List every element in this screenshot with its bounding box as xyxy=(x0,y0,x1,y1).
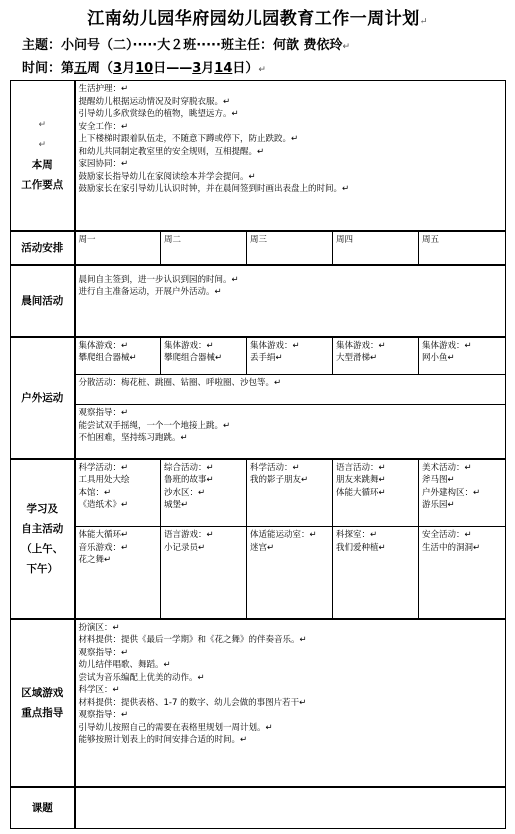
theme-label: 主题：小问号（二） xyxy=(22,38,133,53)
theme-line: 主题：小问号（二）·····大２班·····班主任：何歆 费依玲↵ xyxy=(22,38,351,53)
outdoor-row-label: 户外运动 xyxy=(11,337,75,459)
learning-am-cell: 综合活动：↵ 鲁班的故事↵ 沙水区：↵ 城堡↵ xyxy=(161,459,247,527)
learning-am-row xyxy=(11,459,506,527)
day-tuesday: 周二 xyxy=(161,231,247,265)
day-wednesday: 周三 xyxy=(247,231,333,265)
learning-am-cell: 科学活动：↵ 工具用处大绘 本馆：↵ 《造纸术》↵ xyxy=(75,459,161,527)
morning-content: 晨间自主签到，进一步认识到园的时间。↵ 进行自主准备运动，开展户外活动。↵ xyxy=(75,265,506,337)
morning-row xyxy=(11,265,506,337)
outdoor-game-cell: 集体游戏：↵ 丢手绢↵ xyxy=(247,337,333,375)
area-content: 扮演区：↵ 材料提供：提供《最后一学期》和《花之舞》的伴奏音乐。↵ 观察指导：↵ 幼儿结伴唱歌、舞蹈。↵ 尝试为音乐编配上优美的动作。↵ 科学区：↵ 材料提供：提供表格、1-7 的数字、幼儿会做的事图片若干↵ 观察指导：↵ 引导幼儿按照自己的需要在表格里规划一周计划。↵ 能够按照计划表上的时间安排合适的时间。↵ xyxy=(75,619,506,787)
topic-row-label: 课题 xyxy=(11,787,75,829)
learning-pm-cell: 体适能运动室：↵ 迷宫↵ xyxy=(247,527,333,619)
outdoor-game-cell: 集体游戏：↵ 网小鱼↵ xyxy=(419,337,506,375)
weekly-plan-table xyxy=(10,80,506,829)
day-monday: 周一 xyxy=(75,231,161,265)
topic-row xyxy=(11,787,506,829)
teacher-label: 班主任：何歆 费依玲 xyxy=(220,38,343,53)
learning-am-cell: 科学活动：↵ 我的影子朋友↵ xyxy=(247,459,333,527)
outdoor-game-cell: 集体游戏：↵ 攀爬组合器械↵ xyxy=(161,337,247,375)
outdoor-game-cell: 集体游戏：↵ 攀爬组合器械↵ xyxy=(75,337,161,375)
area-row-label: 区域游戏 重点指导 xyxy=(11,619,75,787)
learning-pm-row xyxy=(11,527,506,619)
outdoor-scattered-row xyxy=(11,375,506,405)
learning-am-cell: 美术活动：↵ 斧马图↵ 户外建构区：↵ 游乐园↵ xyxy=(419,459,506,527)
learning-row-label: 学习及 自主活动 （上午、 下午） xyxy=(11,459,75,619)
area-row xyxy=(11,619,506,787)
outdoor-games-row xyxy=(11,337,506,375)
day-friday: 周五 xyxy=(419,231,506,265)
class-label: 大２班 xyxy=(157,38,197,53)
schedule-row xyxy=(11,231,506,265)
learning-am-cell: 语言活动：↵ 朋友来跳舞↵ 体能大循环↵ xyxy=(333,459,419,527)
schedule-row-label: 活动安排 xyxy=(11,231,75,265)
outdoor-observe: 观察指导：↵ 能尝试双手摇绳，一个一个地接上跳。↵ 不怕困难，坚持练习跑跳。↵ xyxy=(75,405,506,459)
outdoor-scattered: 分散活动：梅花桩、跳圈、钻圈、呼啦圈、沙包等。↵ xyxy=(75,375,506,405)
week-number: 五 xyxy=(74,61,88,76)
day-thursday: 周四 xyxy=(333,231,419,265)
outdoor-game-cell: 集体游戏：↵ 大型滑梯↵ xyxy=(333,337,419,375)
focus-row-label: ↵ ↵ 本周 工作要点 xyxy=(11,81,75,231)
page-title: 江南幼儿园华府园幼儿园教育工作一周计划↵ xyxy=(87,9,428,29)
topic-content xyxy=(75,787,506,829)
time-line: 时间：第五周（3月10日——3月14日）↵ xyxy=(22,61,266,76)
learning-pm-cell: 体能大循环↵ 音乐游戏：↵ 花之舞↵ xyxy=(75,527,161,619)
focus-row xyxy=(11,81,506,231)
morning-row-label: 晨间活动 xyxy=(11,265,75,337)
focus-content: 生活护理：↵ 提醒幼儿根据运动情况及时穿脱衣服。↵ 引导幼儿多欣赏绿色的植物，眺望远方。↵ 安全工作：↵ 上下楼梯时跟着队伍走，不随意下蹲或停下，防止跌跤。↵ 和幼儿共同制定教室里的安全规则，互相提醒。↵ 家园协同：↵ 鼓励家长指导幼儿在家阅读绘本并学会提问。↵ 鼓励家长在家引导幼儿认识时钟，并在晨间签到时画出表盘上的时间。↵ xyxy=(75,81,506,231)
learning-pm-cell: 语言游戏：↵ 小记录员↵ xyxy=(161,527,247,619)
learning-pm-cell: 科探室：↵ 我们爱种植↵ xyxy=(333,527,419,619)
outdoor-observe-row xyxy=(11,405,506,459)
learning-pm-cell: 安全活动：↵ 生活中的洞洞↵ xyxy=(419,527,506,619)
